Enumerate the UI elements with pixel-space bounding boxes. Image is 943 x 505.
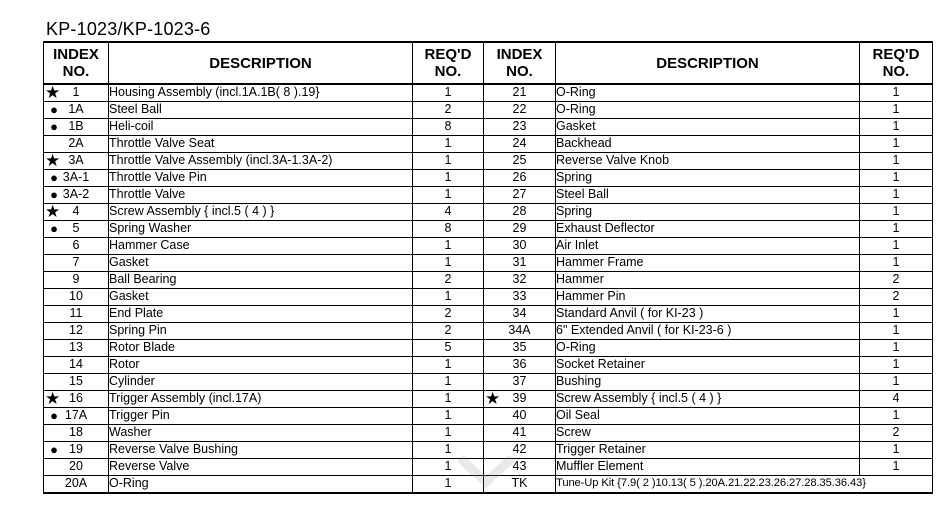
- left-description-cell: Steel Ball: [109, 102, 413, 119]
- index-number: 5: [72, 221, 80, 236]
- left-description-cell: Screw Assembly { incl.5 ( 4 ) }: [109, 204, 413, 221]
- index-number: 3A-2: [62, 187, 90, 202]
- left-index-cell: [44, 119, 109, 136]
- left-quantity-cell: 2: [413, 272, 484, 289]
- right-index-cell: [484, 102, 556, 119]
- index-number: 1A: [68, 102, 84, 117]
- right-index-cell: [484, 357, 556, 374]
- left-index-cell: [44, 84, 109, 102]
- left-quantity-cell: 1: [413, 442, 484, 459]
- left-index-cell: [44, 408, 109, 425]
- index-number: 20A: [64, 476, 88, 491]
- table-row: [44, 306, 933, 323]
- table-row: [44, 272, 933, 289]
- left-index-cell: [44, 272, 109, 289]
- right-quantity-cell: 2: [860, 425, 933, 442]
- left-index-cell: [44, 289, 109, 306]
- left-index-cell: [44, 153, 109, 170]
- table-row: [44, 255, 933, 272]
- left-quantity-cell: 8: [413, 119, 484, 136]
- right-quantity-cell: 1: [860, 459, 933, 476]
- right-description-cell: Hammer: [556, 272, 860, 289]
- index-number: 1: [72, 85, 80, 100]
- right-quantity-cell: 1: [860, 408, 933, 425]
- left-index-cell: [44, 459, 109, 476]
- right-quantity-cell: 1: [860, 170, 933, 187]
- index-number: 3A: [68, 153, 84, 168]
- header-reqd-right: REQ'D NO.: [860, 42, 933, 84]
- left-index-cell: [44, 306, 109, 323]
- index-number: 16: [69, 391, 83, 406]
- left-description-cell: Ball Bearing: [109, 272, 413, 289]
- left-quantity-cell: 1: [413, 170, 484, 187]
- table-row: [44, 340, 933, 357]
- right-description-cell: Standard Anvil ( for KI-23 ): [556, 306, 860, 323]
- table-row: [44, 153, 933, 170]
- right-description-cell: Tune-Up Kit {7.9( 2 )10.13( 5 ).20A.21.22.23.26.27.28.35.36.43}: [556, 476, 933, 494]
- index-number: 43: [512, 459, 527, 474]
- right-index-cell: [484, 323, 556, 340]
- index-number: 11: [69, 306, 83, 321]
- left-description-cell: Throttle Valve Seat: [109, 136, 413, 153]
- right-quantity-cell: 1: [860, 204, 933, 221]
- left-quantity-cell: 2: [413, 102, 484, 119]
- left-description-cell: Trigger Pin: [109, 408, 413, 425]
- table-row: [44, 221, 933, 238]
- left-description-cell: Heli-coil: [109, 119, 413, 136]
- left-description-cell: Throttle Valve: [109, 187, 413, 204]
- left-description-cell: Throttle Valve Assembly (incl.3A-1.3A-2): [109, 153, 413, 170]
- table-row: [44, 187, 933, 204]
- header-index-right: INDEX NO.: [484, 42, 556, 84]
- left-quantity-cell: 1: [413, 136, 484, 153]
- right-quantity-cell: 2: [860, 289, 933, 306]
- index-number: 14: [69, 357, 83, 372]
- right-description-cell: Screw: [556, 425, 860, 442]
- left-quantity-cell: 1: [413, 391, 484, 408]
- left-index-cell: [44, 187, 109, 204]
- index-number: 9: [72, 272, 80, 287]
- left-quantity-cell: 1: [413, 84, 484, 102]
- left-quantity-cell: 1: [413, 289, 484, 306]
- left-description-cell: Hammer Case: [109, 238, 413, 255]
- right-description-cell: Air Inlet: [556, 238, 860, 255]
- right-description-cell: Screw Assembly { incl.5 ( 4 ) }: [556, 391, 860, 408]
- index-number: 41: [512, 425, 527, 440]
- right-index-cell: [484, 136, 556, 153]
- right-index-cell: [484, 153, 556, 170]
- bullet-marker-icon: ●: [50, 102, 58, 117]
- right-quantity-cell: 1: [860, 255, 933, 272]
- parts-list-table: [43, 41, 933, 494]
- right-quantity-cell: 1: [860, 221, 933, 238]
- right-description-cell: Spring: [556, 204, 860, 221]
- left-index-cell: [44, 323, 109, 340]
- header-index-left: INDEX NO.: [44, 42, 109, 84]
- index-number: 10: [69, 289, 83, 304]
- right-quantity-cell: 1: [860, 323, 933, 340]
- left-index-cell: [44, 170, 109, 187]
- left-description-cell: End Plate: [109, 306, 413, 323]
- table-row: [44, 323, 933, 340]
- index-number: 30: [512, 238, 527, 253]
- right-description-cell: Hammer Frame: [556, 255, 860, 272]
- table-row: [44, 136, 933, 153]
- right-description-cell: O-Ring: [556, 340, 860, 357]
- left-quantity-cell: 1: [413, 238, 484, 255]
- right-description-cell: Exhaust Deflector: [556, 221, 860, 238]
- index-number: 15: [69, 374, 83, 389]
- left-quantity-cell: 1: [413, 459, 484, 476]
- left-quantity-cell: 5: [413, 340, 484, 357]
- right-description-cell: Steel Ball: [556, 187, 860, 204]
- index-number: 26: [512, 170, 527, 185]
- table-row: [44, 119, 933, 136]
- right-description-cell: Reverse Valve Knob: [556, 153, 860, 170]
- bullet-marker-icon: ●: [50, 187, 58, 202]
- index-number: 32: [512, 272, 527, 287]
- right-index-cell: [484, 408, 556, 425]
- table-row: [44, 204, 933, 221]
- left-quantity-cell: 1: [413, 153, 484, 170]
- index-number: 33: [512, 289, 527, 304]
- right-description-cell: Hammer Pin: [556, 289, 860, 306]
- index-number: 22: [512, 102, 527, 117]
- index-number: 4: [72, 204, 80, 219]
- parts-table-body: [44, 84, 933, 493]
- right-index-cell: [484, 272, 556, 289]
- left-quantity-cell: 2: [413, 306, 484, 323]
- index-number: 7: [72, 255, 80, 270]
- right-index-cell: [484, 391, 556, 408]
- left-description-cell: Gasket: [109, 255, 413, 272]
- left-index-cell: [44, 425, 109, 442]
- right-quantity-cell: 1: [860, 187, 933, 204]
- index-number: 17A: [64, 408, 88, 423]
- left-description-cell: Spring Washer: [109, 221, 413, 238]
- left-index-cell: [44, 374, 109, 391]
- index-number: 34: [512, 306, 527, 321]
- index-number: 13: [69, 340, 83, 355]
- left-index-cell: [44, 340, 109, 357]
- table-row: [44, 425, 933, 442]
- index-number: 18: [69, 425, 83, 440]
- right-quantity-cell: 1: [860, 102, 933, 119]
- table-row: [44, 357, 933, 374]
- left-index-cell: [44, 442, 109, 459]
- right-quantity-cell: 1: [860, 442, 933, 459]
- left-quantity-cell: 1: [413, 357, 484, 374]
- table-row: [44, 238, 933, 255]
- left-description-cell: Gasket: [109, 289, 413, 306]
- index-number: 25: [512, 153, 527, 168]
- index-number: 21: [512, 85, 527, 100]
- table-row: [44, 391, 933, 408]
- right-quantity-cell: 1: [860, 136, 933, 153]
- right-description-cell: Spring: [556, 170, 860, 187]
- table-row: [44, 408, 933, 425]
- star-marker-icon: ★: [485, 390, 501, 408]
- right-index-cell: [484, 374, 556, 391]
- star-marker-icon: ★: [45, 390, 61, 408]
- left-description-cell: Trigger Assembly (incl.17A): [109, 391, 413, 408]
- index-number: 6: [72, 238, 80, 253]
- right-description-cell: O-Ring: [556, 84, 860, 102]
- left-index-cell: [44, 238, 109, 255]
- watermark-chevron: [456, 452, 516, 492]
- right-index-cell: [484, 425, 556, 442]
- left-index-cell: [44, 221, 109, 238]
- index-number: 28: [512, 204, 527, 219]
- index-number: 20: [69, 459, 83, 474]
- table-row: [44, 102, 933, 119]
- right-quantity-cell: 2: [860, 272, 933, 289]
- index-number: TK: [511, 476, 528, 491]
- right-description-cell: O-Ring: [556, 102, 860, 119]
- index-number: 12: [69, 323, 83, 338]
- left-quantity-cell: 8: [413, 221, 484, 238]
- bullet-marker-icon: ●: [50, 221, 58, 236]
- index-number: 3A-1: [62, 170, 90, 185]
- right-index-cell: [484, 204, 556, 221]
- left-index-cell: [44, 255, 109, 272]
- left-quantity-cell: 4: [413, 204, 484, 221]
- star-marker-icon: ★: [45, 84, 61, 102]
- header-description-right: DESCRIPTION: [556, 42, 860, 84]
- index-number: 40: [512, 408, 527, 423]
- right-description-cell: Bushing: [556, 374, 860, 391]
- left-description-cell: Rotor: [109, 357, 413, 374]
- right-quantity-cell: 4: [860, 391, 933, 408]
- index-number: 42: [512, 442, 527, 457]
- star-marker-icon: ★: [45, 203, 61, 221]
- left-index-cell: [44, 391, 109, 408]
- index-number: 24: [512, 136, 527, 151]
- left-description-cell: Rotor Blade: [109, 340, 413, 357]
- right-index-cell: [484, 340, 556, 357]
- left-description-cell: Washer: [109, 425, 413, 442]
- right-description-cell: Backhead: [556, 136, 860, 153]
- right-index-cell: [484, 187, 556, 204]
- table-row: [44, 84, 933, 102]
- index-number: 29: [512, 221, 527, 236]
- left-index-cell: [44, 357, 109, 374]
- index-number: 27: [512, 187, 527, 202]
- left-description-cell: Reverse Valve Bushing: [109, 442, 413, 459]
- right-quantity-cell: 1: [860, 84, 933, 102]
- bullet-marker-icon: ●: [50, 442, 58, 457]
- star-marker-icon: ★: [45, 152, 61, 170]
- left-index-cell: [44, 136, 109, 153]
- table-row: [44, 170, 933, 187]
- right-index-cell: [484, 238, 556, 255]
- header-description-left: DESCRIPTION: [109, 42, 413, 84]
- left-quantity-cell: 1: [413, 255, 484, 272]
- index-number: 1B: [68, 119, 84, 134]
- right-index-cell: [484, 84, 556, 102]
- right-description-cell: Oil Seal: [556, 408, 860, 425]
- left-quantity-cell: 1: [413, 425, 484, 442]
- index-number: 35: [512, 340, 527, 355]
- right-index-cell: [484, 170, 556, 187]
- right-description-cell: Muffler Element: [556, 459, 860, 476]
- index-number: 34A: [508, 323, 531, 338]
- left-description-cell: Reverse Valve: [109, 459, 413, 476]
- right-description-cell: 6" Extended Anvil ( for KI-23-6 ): [556, 323, 860, 340]
- right-description-cell: Gasket: [556, 119, 860, 136]
- right-quantity-cell: 1: [860, 119, 933, 136]
- index-number: 2A: [68, 136, 84, 151]
- left-quantity-cell: 2: [413, 323, 484, 340]
- document-title: KP-1023/KP-1023-6: [46, 19, 211, 39]
- table-row: [44, 289, 933, 306]
- right-index-cell: [484, 289, 556, 306]
- right-quantity-cell: 1: [860, 374, 933, 391]
- right-quantity-cell: 1: [860, 306, 933, 323]
- index-number: 36: [512, 357, 527, 372]
- bullet-marker-icon: ●: [50, 119, 58, 134]
- left-index-cell: [44, 204, 109, 221]
- right-description-cell: Socket Retainer: [556, 357, 860, 374]
- left-description-cell: Throttle Valve Pin: [109, 170, 413, 187]
- left-quantity-cell: 1: [413, 476, 484, 494]
- right-description-cell: Trigger Retainer: [556, 442, 860, 459]
- right-quantity-cell: 1: [860, 340, 933, 357]
- right-index-cell: [484, 306, 556, 323]
- left-description-cell: Cylinder: [109, 374, 413, 391]
- bullet-marker-icon: ●: [50, 170, 58, 185]
- table-row: [44, 374, 933, 391]
- header-reqd-left: REQ'D NO.: [413, 42, 484, 84]
- right-quantity-cell: 1: [860, 238, 933, 255]
- table-header-row: [44, 42, 933, 84]
- left-index-cell: [44, 476, 109, 494]
- index-number: 19: [69, 442, 83, 457]
- index-number: 23: [512, 119, 527, 134]
- left-description-cell: O-Ring: [109, 476, 413, 494]
- right-quantity-cell: 1: [860, 153, 933, 170]
- index-number: 37: [512, 374, 527, 389]
- right-index-cell: [484, 119, 556, 136]
- left-quantity-cell: 1: [413, 408, 484, 425]
- bullet-marker-icon: ●: [50, 408, 58, 423]
- left-quantity-cell: 1: [413, 374, 484, 391]
- right-index-cell: [484, 255, 556, 272]
- index-number: 39: [512, 391, 527, 406]
- left-quantity-cell: 1: [413, 187, 484, 204]
- left-description-cell: Spring Pin: [109, 323, 413, 340]
- right-quantity-cell: 1: [860, 357, 933, 374]
- left-index-cell: [44, 102, 109, 119]
- right-index-cell: [484, 221, 556, 238]
- left-description-cell: Housing Assembly (incl.1A.1B( 8 ).19}: [109, 84, 413, 102]
- index-number: 31: [512, 255, 527, 270]
